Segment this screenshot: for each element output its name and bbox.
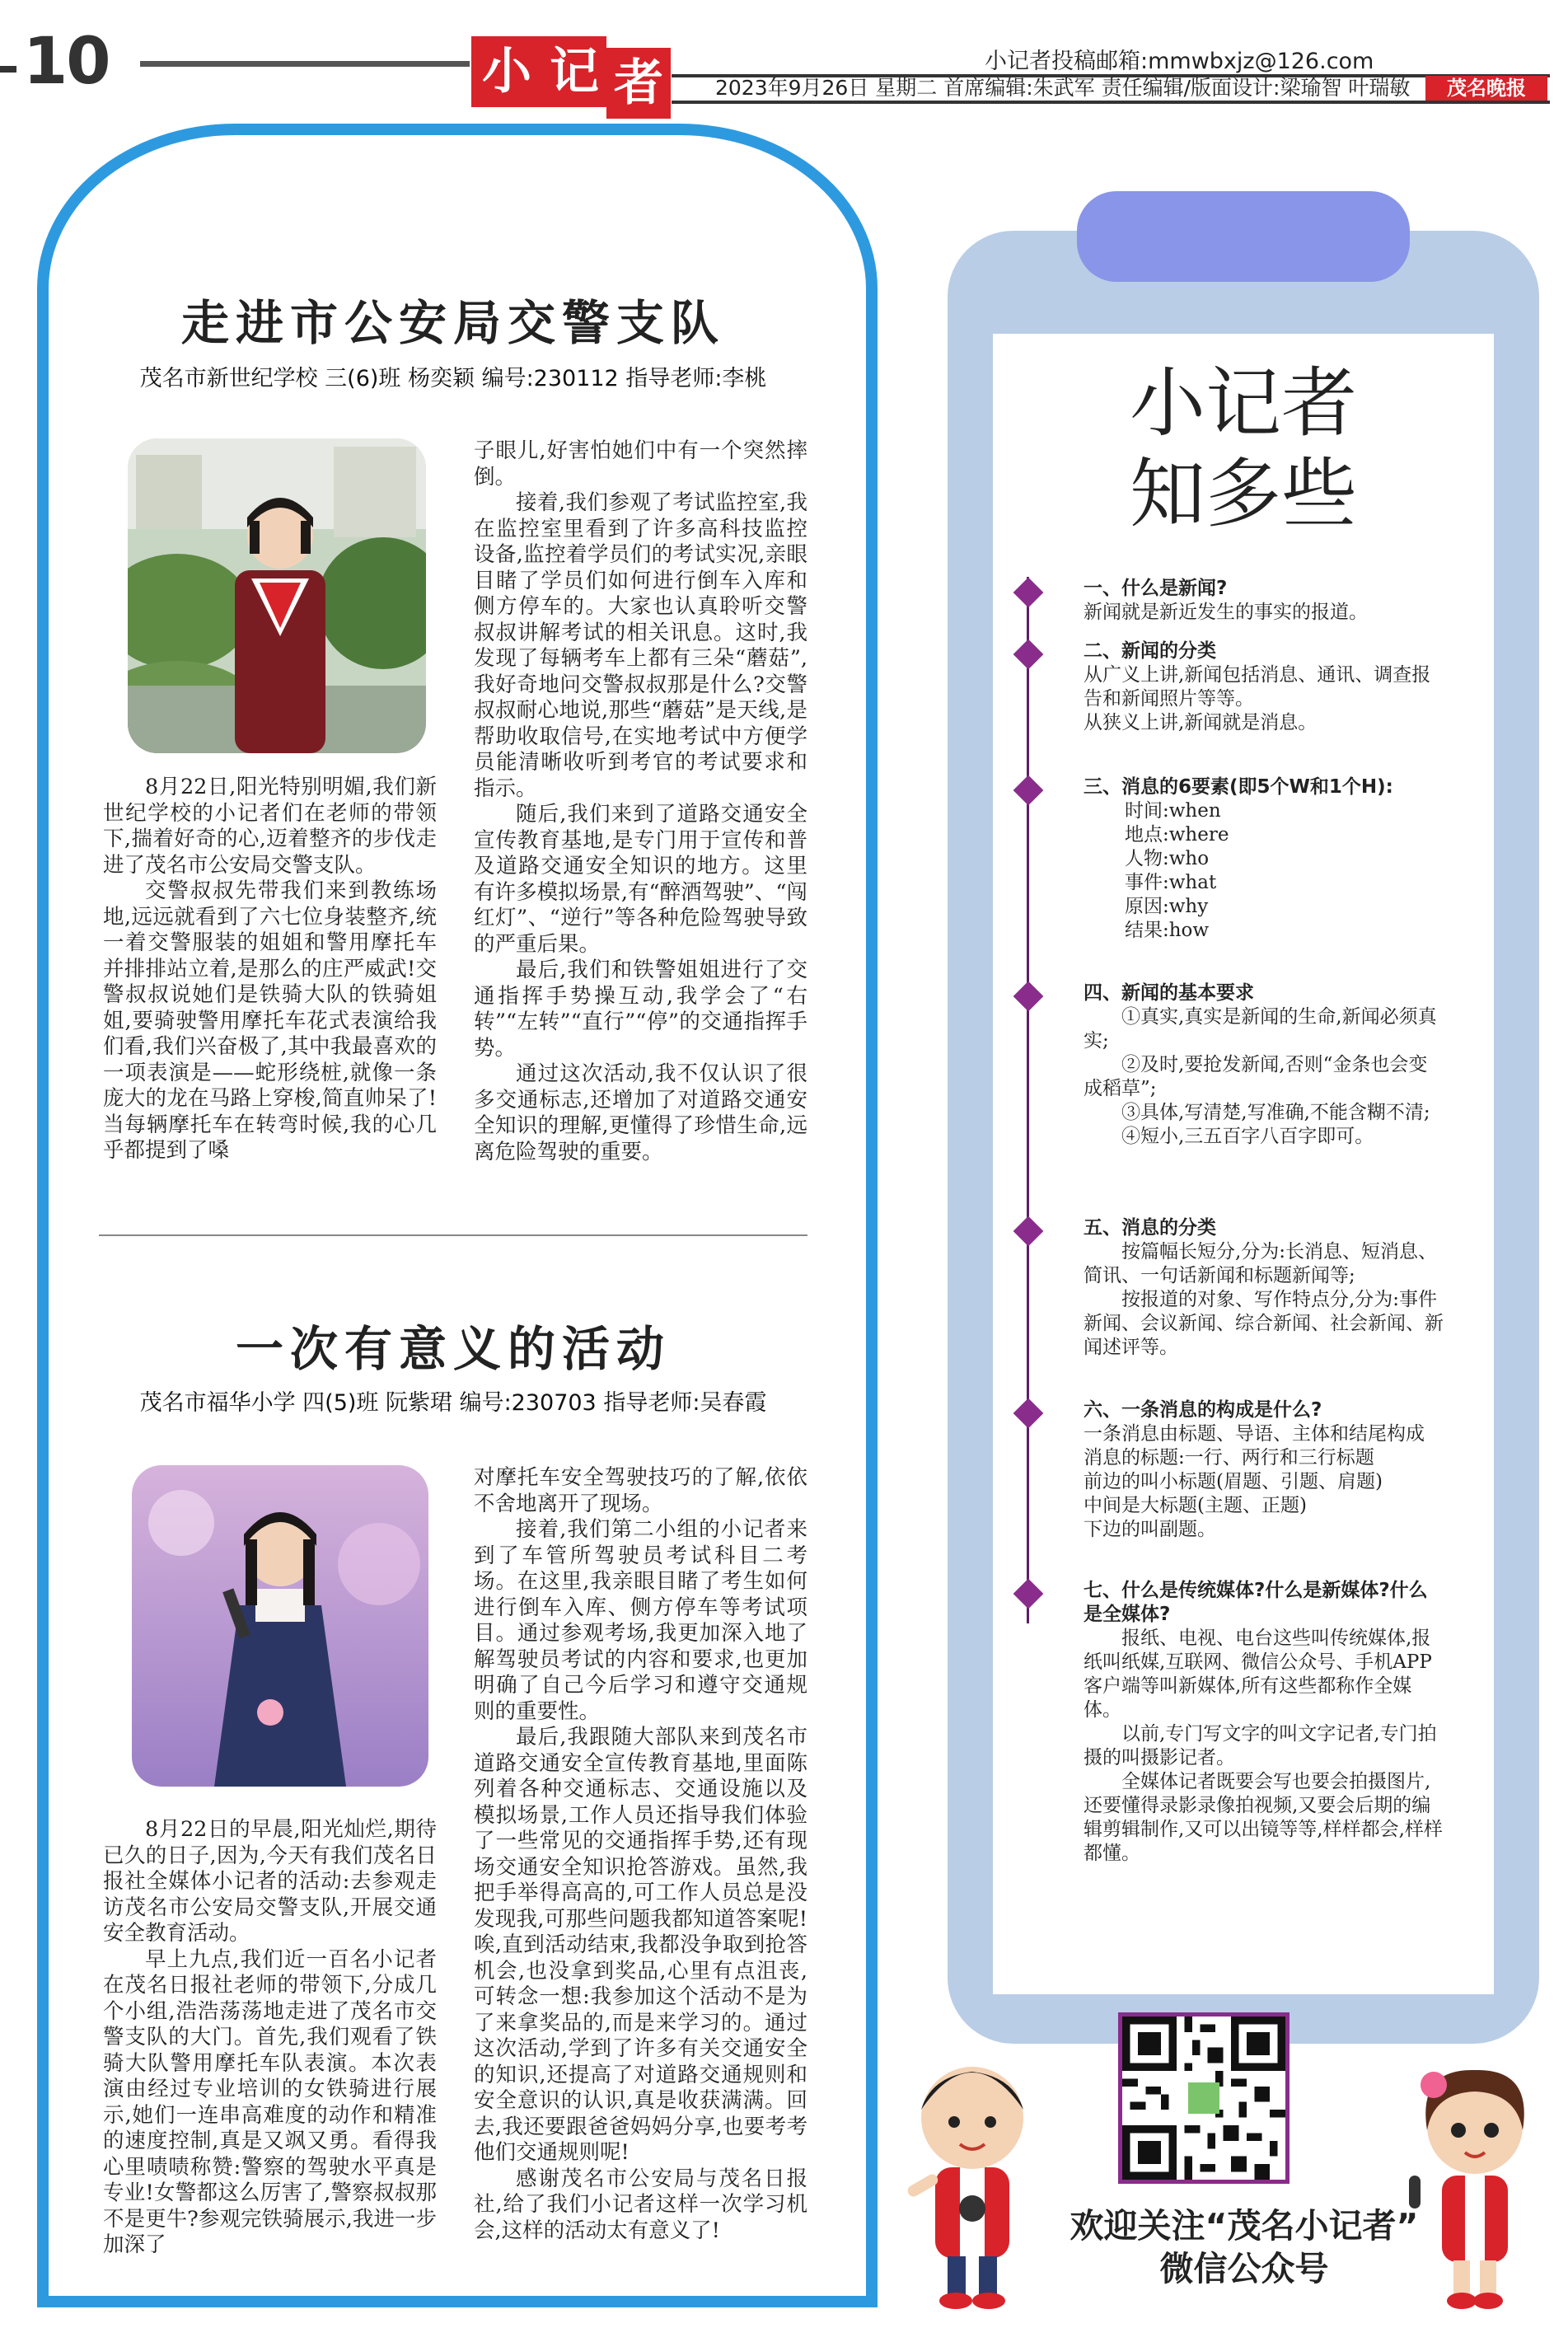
article1-photo	[128, 438, 426, 753]
article2-photo	[132, 1465, 428, 1787]
article2-right-para-4: 感谢茂名市公安局与茂名日报社,给了我们小记者这样一次学习机会,这样的活动太有意义了!	[474, 2166, 807, 2243]
panel-title-line-2: 知多些	[1129, 450, 1357, 538]
follow-caption-line-1: 欢迎关注“茂名小记者”	[1070, 2206, 1419, 2246]
section-4-line: ①真实,真实是新闻的生命,新闻必须真实;	[1084, 1006, 1437, 1052]
article2-column-left	[103, 1817, 437, 2259]
article2-right-para-1: 对摩托车安全驾驶技巧的了解,依依不舍地离开了现场。	[474, 1465, 807, 1516]
section-7-line: 全媒体记者既要会写也要会拍摄图片,还要懂得录影录像拍视频,又要会后期的编辑剪辑制作,又可以出镜等等,样样都会,样样都懂。	[1084, 1771, 1443, 1864]
section-3-line: 原因:why	[1125, 896, 1209, 917]
submission-email: 小记者投稿邮箱:mmwbxjz@126.com	[985, 49, 1374, 74]
section-tag-char-2: 记	[542, 36, 606, 107]
knowledge-section-6	[1084, 1398, 1444, 1542]
section-7-heading: 七、什么是传统媒体?什么是新媒体?什么是全媒体?	[1084, 1580, 1428, 1625]
article-divider	[99, 1234, 807, 1236]
student-photo-2	[132, 1465, 428, 1787]
section-tag-char-3: 者	[606, 48, 671, 119]
knowledge-section-1	[1084, 577, 1444, 625]
wechat-qr-code[interactable]	[1118, 2012, 1290, 2184]
section-6-line: 一条消息由标题、导语、主体和结尾构成	[1084, 1423, 1425, 1445]
clipboard-tab	[1077, 191, 1410, 282]
section-6-line: 前边的叫小标题(眉题、引题、肩题)	[1084, 1471, 1383, 1492]
article2-right-para-2: 接着,我们第二小组的小记者来到了车管所驾驶员考试科目二考场。在这里,我亲眼目睹了考生如何进行倒车入库、侧方停车等考试项目。通过参观考场,我更加深入地了解驾驶员考试的内容和要求,也更加明确了自己今后学习和遵守交通规则的重要性。	[474, 1517, 807, 1724]
knowledge-section-7	[1084, 1579, 1444, 1866]
article1-right-para-2: 接着,我们参观了考试监控室,我在监控室里看到了许多高科技监控设备,监控着学员们的考试实况,亲眼目睹了学员们如何进行倒车入库和侧方停车的。大家也认真聆听交警叔叔讲解考试的相关讯息。这时,我发现了每辆考车上都有三朵“蘑菇”,我好奇地问交警叔叔那是什么?交警叔叔耐心地说,那些“蘑菇”是天线,是帮助收取信号,在实地考试中方便学员能清晰收听到考官的考试要求和指示。	[474, 490, 807, 801]
article1-left-para-1: 8月22日,阳光特别明媚,我们新世纪学校的小记者们在老师的带领下,揣着好奇的心,迈着整齐的步伐走进了茂名市公安局交警支队。	[103, 775, 437, 878]
article1-title: 走进市公安局交警支队	[180, 295, 725, 351]
section-2-line: 从广义上讲,新闻包括消息、通讯、调查报告和新闻照片等等。	[1084, 664, 1431, 710]
section-1-line: 新闻就是新近发生的事实的报道。	[1084, 602, 1368, 623]
panel-title-line-1: 小记者	[1129, 359, 1357, 447]
article2-byline: 茂名市福华小学 四(5)班 阮紫珺 编号:230703 指导老师:吴春霞	[139, 1390, 767, 1416]
section-3-heading: 三、消息的6要素(即5个W和1个H):	[1084, 776, 1393, 798]
wechat-follow-caption	[997, 2204, 1491, 2290]
section-4-line: ④短小,三五百字八百字即可。	[1121, 1126, 1374, 1147]
page-number: 10	[23, 25, 110, 99]
section-5-line: 按报道的对象、写作特点分,分为:事件新闻、会议新闻、综合新闻、社会新闻、新闻述评等。	[1084, 1289, 1444, 1358]
section-4-heading: 四、新闻的基本要求	[1084, 982, 1254, 1004]
section-2-heading: 二、新闻的分类	[1084, 640, 1216, 662]
section-4-line: ③具体,写清楚,写准确,不能含糊不清;	[1121, 1102, 1430, 1123]
section-3-line: 结果:how	[1125, 920, 1210, 941]
header-rule-bottom	[672, 101, 1550, 104]
article1-column-right	[474, 438, 807, 1165]
article1-right-para-5: 通过这次活动,我不仅认识了很多交通标志,还增加了对道路交通安全知识的理解,更懂得了珍惜生命,远离危险驾驶的重要。	[474, 1061, 807, 1164]
knowledge-section-5	[1084, 1216, 1444, 1360]
section-6-heading: 六、一条消息的构成是什么?	[1084, 1399, 1322, 1421]
knowledge-section-2	[1084, 639, 1444, 735]
section-6-line: 下边的叫副题。	[1084, 1519, 1216, 1540]
article1-right-para-3: 随后,我们来到了道路交通安全宣传教育基地,是专门用于宣传和普及道路交通安全知识的地方。这里有许多模拟场景,有“醉酒驾驶”、“闯红灯”、“逆行”等各种危险驾驶导致的严重后果。	[474, 802, 807, 957]
newspaper-logo: 茂名晚报	[1425, 76, 1547, 101]
issue-meta: 2023年9月26日 星期二 首席编辑:朱武军 责任编辑/版面设计:梁瑜智 叶瑞敏	[715, 76, 1411, 100]
section-6-line: 中间是大标题(主题、正题)	[1084, 1495, 1307, 1516]
header-left-rule	[140, 61, 470, 67]
student-photo-1	[128, 438, 426, 753]
follow-caption-line-2: 微信公众号	[1159, 2249, 1329, 2288]
section-3-line: 时间:when	[1125, 800, 1221, 822]
section-7-line: 以前,专门写文字的叫文字记者,专门拍摄的叫摄影记者。	[1084, 1723, 1437, 1768]
section-tag-char-1: 小	[471, 36, 542, 107]
article2-left-para-1: 8月22日的早晨,阳光灿烂,期待已久的日子,因为,今天有我们茂名日报社全媒体小记者的活动:去参观走访茂名市公安局交警支队,开展交通安全教育活动。	[103, 1817, 437, 1946]
article1-right-para-4: 最后,我们和铁警姐姐进行了交通指挥手势操互动,我学会了“右转”“左转”“直行”“停”的交通指挥手势。	[474, 958, 807, 1061]
section-5-line: 按篇幅长短分,分为:长消息、短消息、简讯、一句话新闻和标题新闻等;	[1084, 1241, 1438, 1286]
section-2-line: 从狭义上讲,新闻就是消息。	[1084, 712, 1318, 733]
qr-code-icon	[1122, 2017, 1285, 2180]
article2-right-para-3: 最后,我跟随大部队来到茂名市道路交通安全宣传教育基地,里面陈列着各种交通标志、交通设施以及模拟场景,工作人员还指导我们体验了一些常见的交通指挥手势,还有现场交通安全知识抢答游戏。虽然,我把手举得高高的,可工作人员总是没发现我,可那些问题我都知道答案呢!唉,直到活动结束,我都没争取到抢答机会,也没拿到奖品,心里有点沮丧,可转念一想:我参加这个活动不是为了来拿奖品的,而是来学习的。通过这次活动,学到了许多有关交通安全的知识,还提高了对道路交通规则和安全意识的认识,真是收获满满。回去,我还要跟爸爸妈妈分享,也要考考他们交通规则呢!	[474, 1725, 807, 2165]
article2-column-right	[474, 1465, 807, 2244]
article1-left-para-2: 交警叔叔先带我们来到教练场地,远远就看到了六七位身装整齐,统一着交警服装的姐姐和警用摩托车并排排站立着,是那么的庄严威武!交警叔叔说她们是铁骑大队的铁骑姐姐,要骑驶警用摩托车花式表演给我们看,我们兴奋极了,其中我最喜欢的一项表演是——蛇形绕桩,就像一条庞大的龙在马路上穿梭,简直帅呆了!当每辆摩托车在转弯时候,我的心几乎都提到了嗓	[103, 878, 437, 1163]
section-3-line: 地点:where	[1125, 824, 1229, 845]
article1-byline: 茂名市新世纪学校 三(6)班 杨奕颖 编号:230112 指导老师:李桃	[139, 366, 767, 391]
section-3-line: 人物:who	[1125, 848, 1210, 869]
article1-right-para-1: 子眼儿,好害怕她们中有一个突然摔倒。	[474, 438, 807, 489]
section-4-line: ②及时,要抢发新闻,否则“金条也会变成稻草”;	[1084, 1054, 1428, 1099]
article1-column-left	[103, 775, 437, 1164]
section-3-line: 事件:what	[1125, 872, 1217, 893]
timeline-line	[1027, 577, 1029, 1623]
section-5-heading: 五、消息的分类	[1084, 1217, 1216, 1239]
section-6-line: 消息的标题:一行、两行和三行标题	[1084, 1447, 1374, 1468]
article2-title: 一次有意义的活动	[235, 1321, 671, 1377]
section-7-line: 报纸、电视、电台这些叫传统媒体,报纸叫纸媒,互联网、微信公众号、手机APP客户端等叫新媒体,所有这些都称作全媒体。	[1084, 1628, 1432, 1721]
knowledge-section-4	[1084, 981, 1444, 1149]
knowledge-panel-title	[993, 358, 1494, 540]
article2-left-para-2: 早上九点,我们近一百名小记者在茂名日报社老师的带领下,分成几个小组,浩浩荡荡地走进了茂名市交警支队的大门。首先,我们观看了铁骑大队警用摩托车队表演。本次表演由经过专业培训的女铁骑进行展示,她们一连串高难度的动作和精准的速度控制,真是又飒又勇。看得我心里啧啧称赞:警察的驾驶水平真是专业!女警都这么厉害了,警察叔叔那不是更牛?参观完铁骑展示,我进一步加深了	[103, 1946, 437, 2257]
section-1-heading: 一、什么是新闻?	[1084, 578, 1228, 599]
knowledge-section-3	[1084, 775, 1444, 943]
